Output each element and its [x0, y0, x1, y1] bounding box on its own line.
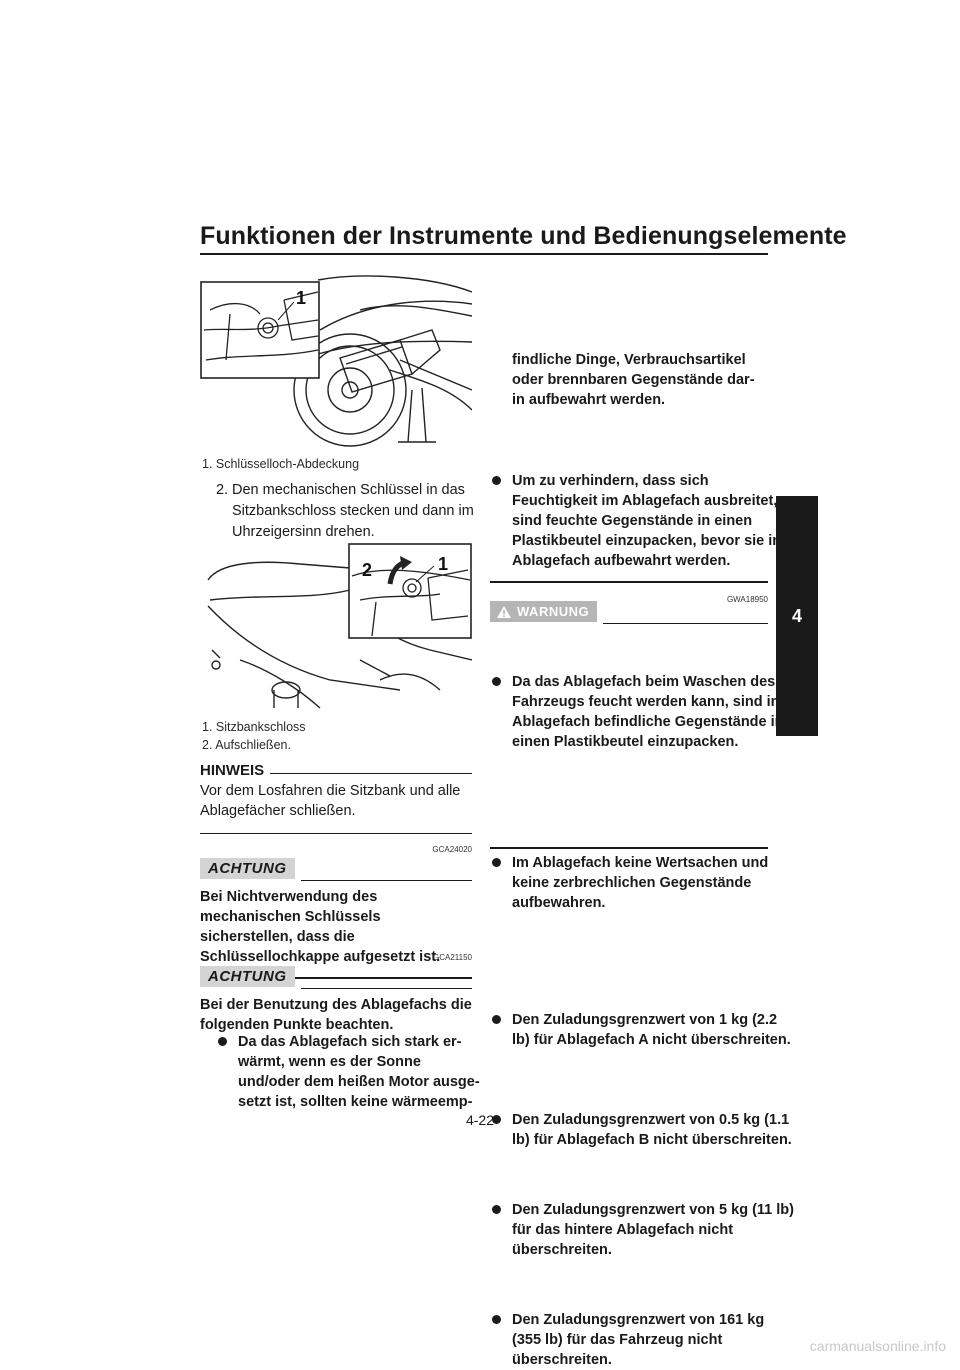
page-title: Funktionen der Instrumente und Bedienungselemente [200, 222, 847, 250]
bullet-icon [218, 1037, 227, 1046]
step-text: Den mechanischen Schlüssel in das Sitzbankschloss stecken und dann im Uhrzeigersinn drehen. [232, 482, 474, 540]
bullet-text: Den Zuladungsgrenzwert von 161 kg (355 lb) für das Fahrzeug nicht überschreiten. [512, 1312, 765, 1368]
bullet-icon [492, 476, 501, 485]
achtung2-label: ACHTUNG [200, 966, 295, 987]
bullet-icon [492, 677, 501, 686]
achtung2-end-rule [490, 581, 768, 583]
warnung-label: WARNUNG [517, 604, 590, 619]
step-2 [216, 480, 474, 543]
achtung2-bullet-1 [216, 1032, 500, 1112]
figure2-caption-1: 1. Sitzbankschloss [202, 720, 306, 734]
hinweis-box [200, 762, 472, 834]
hinweis-heading: HINWEIS [200, 762, 265, 779]
warning-icon [496, 605, 512, 619]
achtung2-code: GCA21150 [433, 953, 472, 962]
bullet-text: Im Ablagefach keine Wertsachen und keine zerbrechlichen Gegenstände aufbewahren. [512, 855, 769, 911]
warnung-end-rule [490, 847, 768, 849]
bullet-text: Den Zuladungsgrenzwert von 1 kg (2.2 lb) für Ablagefach A nicht überschreiten. [512, 1012, 791, 1048]
achtung1-label: ACHTUNG [200, 858, 295, 879]
chapter-tab-label: 4 [791, 605, 802, 626]
achtung2-bullet-1-cont [490, 350, 792, 410]
figure-keyhole-cover [200, 270, 472, 448]
achtung2-intro: Bei der Benutzung des Ablagefachs die folgenden Punkte beachten. [200, 997, 472, 1033]
figure2-callout-1: 1 [438, 554, 449, 574]
achtung2-bullet-2 [490, 471, 794, 571]
warnung-bullet-2 [490, 1110, 794, 1150]
bullet-text: Den Zuladungsgrenzwert von 0.5 kg (1.1 lb) für Ablagefach B nicht überschreiten. [512, 1112, 792, 1148]
bullet-text: Den Zuladungsgrenzwert von 5 kg (11 lb) für das hintere Ablagefach nicht überschreiten. [512, 1202, 794, 1258]
title-rule [200, 253, 768, 255]
bullet-icon [492, 1205, 501, 1214]
achtung1-text: Bei Nichtverwendung des mechanischen Schlüssels sicherstellen, dass die Schlüssellochkappe aufgesetzt ist. [200, 889, 441, 965]
warnung-bullet-3 [490, 1200, 794, 1260]
bullet-text: Da das Ablagefach beim Waschen des Fahrzeugs feucht werden kann, sind im Ablagefach befindliche Gegenstände in einen Plastikbeutel einzupacken. [512, 674, 784, 750]
warnung-bullet-4 [490, 1310, 794, 1370]
achtung1-heading-rule [301, 880, 473, 881]
warnung-heading-rule [603, 623, 768, 624]
figure2-callout-2: 2 [362, 560, 373, 580]
figure-seat-lock [200, 540, 472, 712]
achtung2-bullet-4 [490, 853, 794, 913]
hinweis-text: Vor dem Losfahren die Sitzbank und alle Ablagefächer schließen. [200, 783, 461, 819]
bullet-icon [492, 1015, 501, 1024]
bullet-text-part-2: findliche Dinge, Verbrauchsartikel oder brennbaren Gegenstände dar- in aufbewahrt werden. [512, 352, 755, 408]
achtung2-bullet-3 [490, 672, 794, 752]
footer-watermark[interactable]: carmanualsonline.info [809, 1338, 946, 1354]
figure1-callout: 1 [296, 288, 307, 308]
bullet-icon [492, 858, 501, 867]
bullet-text: Um zu verhindern, dass sich Feuchtigkeit im Ablagefach ausbreitet, sind feuchte Gegenstände in einen Plastikbeutel einzupacken, bevor sie im Ablagefach aufbewahrt werden. [512, 473, 786, 569]
warnung-code: GWA18950 [726, 595, 768, 604]
page-number: 4-22 [465, 1112, 495, 1128]
achtung1-code: GCA24020 [432, 845, 472, 854]
achtung2-heading-rule [301, 988, 473, 989]
bullet-text-part-1: Da das Ablagefach sich stark er- wärmt, wenn es der Sonne und/oder dem heißen Motor ausge- setzt ist, sollten keine wärmeemp- [238, 1034, 480, 1110]
warnung-badge [490, 601, 597, 622]
figure2-caption-2: 2. Aufschließen. [202, 738, 291, 752]
step-number: 2. [216, 482, 229, 498]
warnung-heading-row [490, 601, 768, 622]
hinweis-end-rule [200, 833, 472, 834]
bullet-icon [492, 1315, 501, 1324]
figure1-caption: 1. Schlüsselloch-Abdeckung [202, 457, 360, 471]
hinweis-heading-rule [270, 773, 472, 774]
warnung-bullet-1 [490, 1010, 794, 1050]
achtung-box-2 [200, 953, 472, 1035]
